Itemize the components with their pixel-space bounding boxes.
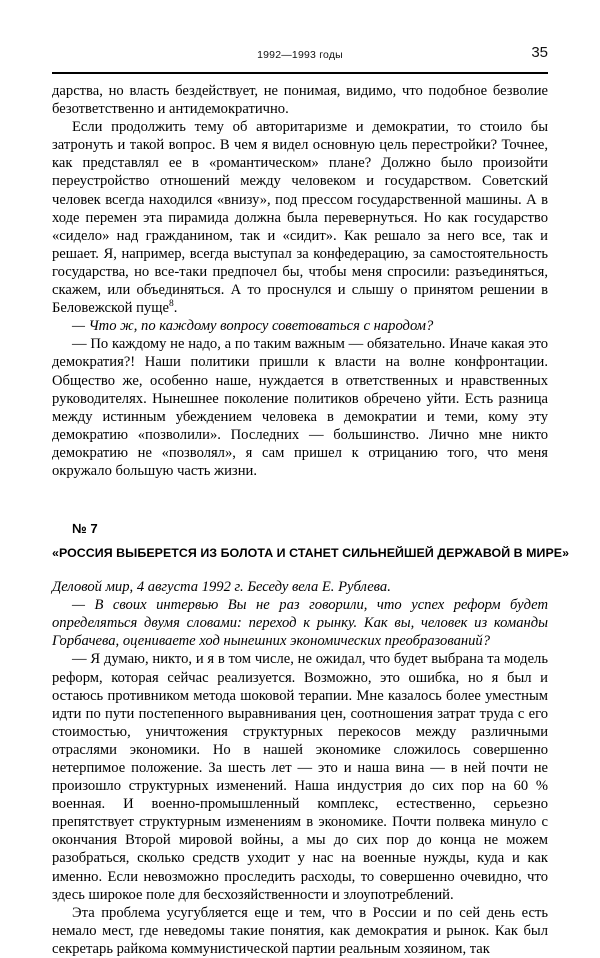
section-heading-block	[52, 521, 570, 596]
section-number-label: № 7	[72, 521, 98, 537]
interview-question-intro: — Что ж, по каждому вопросу советоваться с народом?	[72, 318, 434, 335]
running-head	[52, 44, 548, 71]
footnote-reference-8[interactable]: 8	[168, 299, 174, 310]
section-title: «РОССИЯ ВЫБЕРЕТСЯ ИЗ БОЛОТА И СТАНЕТ СИЛЬНЕЙШЕЙ ДЕРЖАВОЙ В МИРЕ»	[52, 546, 570, 561]
interview-question-1: — В своих интервью Вы не раз говорили, что успех реформ будет определяться двумя словами: переход к рынку. Как вы, человек из команды Горбачева, оцениваете ход нынешних экономических преобразований?	[52, 597, 548, 650]
paragraph-perestroika-text: Если продолжить тему об авторитаризме и демократии, то стоило бы затронуть и такой вопрос. В чем я видел основную цель перестройки? Точнее, как представлял ее в «романтическом» плане? Должно было произойти переустройство отношений между человеком и государством. Советский человек всегда находился «внизу», под прессом государственной машины. А в ходе перемен эта пирамида должна была перевернуться. Но как государство «сидело» над гражданином, так и «сидит». Как решало за него все, так и решает. Я, например, всегда выступал за конфедерацию, за самостоятельность государства, но все-таки предпочел бы, чтобы меня спросили: разъединяться, скажем, или объединяться. А то проснулся и слышу о принятом решении в Беловежской пуще	[52, 119, 548, 317]
interview-answer-1: — Я думаю, никто, и я в том числе, не ожидал, что будет выбрана та модель реформ, которая сейчас реализуется. Возможно, это ошибка, но я был и остаюсь противником метода шоковой терапии. Мне казалось более уместным идти по пути постепенного выравнивания цен, соотношения затрат труда с его стоимостью, уничтожения структурных перекосов между различными отраслями экономики. Но в нашей экономике сложилось совершенно нетерпимое положение. За шесть лет — это и наша вина — в ней почти не произошло структурных изменений. Наша индустрия до сих пор на 60 % военная. И военно-промышленный комплекс, естественно, серьезно препятствует структурным изменениям в экономике. Почти полвека минуло с окончания Второй мировой войны, а мы до сих пор до конца не можем разобраться, сколько средств уходит у нас на военные нужды, куда и как именно. Если невозможно проследить расходы, то совершенно очевидно, что здесь широкое поле для бесхозяйственности и злоупотреблений.	[52, 651, 548, 903]
running-head-title: 1992—1993 годы	[257, 49, 343, 61]
paragraph-perestroika	[52, 118, 548, 317]
interview-answer-1-continued: Эта проблема усугубляется еще и тем, что в России и по сей день есть немало мест, где неведомы такие понятия, как демократия и рынок. Как был секретарь райкома коммунистической партии реальным хозяином, так	[52, 904, 548, 957]
page-number: 35	[531, 44, 548, 61]
paragraph-perestroika-tail: .	[173, 300, 178, 317]
paragraph-continued: дарства, но власть бездействует, не понимая, видимо, что подобное безволие безответственно и антидемократично.	[52, 83, 548, 118]
text-column	[52, 82, 570, 958]
section-source-line: Деловой мир, 4 августа 1992 г. Беседу вела Е. Рублева.	[52, 579, 391, 596]
interview-answer-intro: — По каждому не надо, а по таким важным — обязательно. Иначе какая это демократия?! Наши политики пришли к власти на волне конфронтации. Общество же, особенно наше, нуждается в ответственных и нравственных руководителях. Нынешнее поколение политиков обречено уйти. Есть разница между истинным убеждением человека в демократии и теми, кому эту демократию «позволили». Последних — большинство. Лично мне никто демократию не «позволял», я сам пришел к отрицанию того, что меня окружало большую часть жизни.	[52, 336, 548, 479]
header-rule	[52, 72, 548, 74]
